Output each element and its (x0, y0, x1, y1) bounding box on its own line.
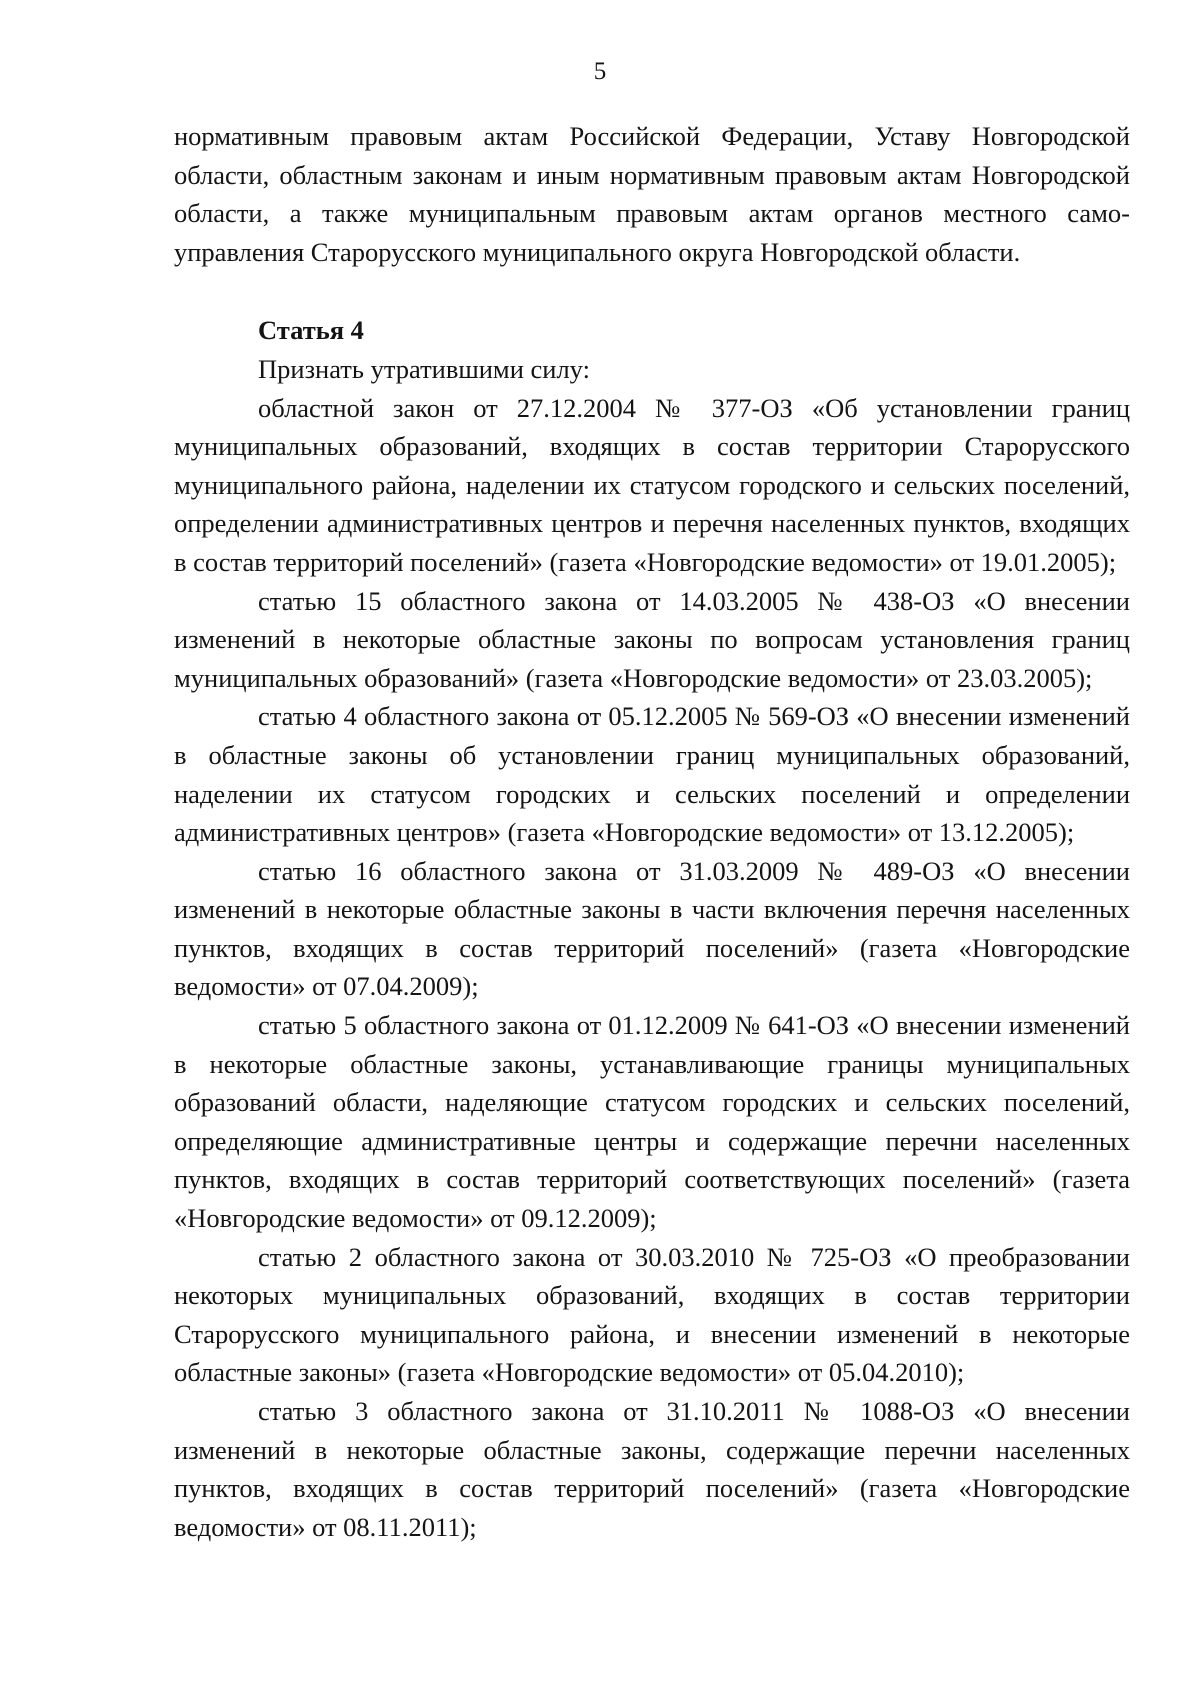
repealed-item: областной закон от 27.12.2004 № 377-ОЗ «Об установлении границ муниципальных образований, входящих в состав территории Старорусского муниципального района, наделении их статусом городского и сельских поселений, определении административных центров и перечня населенных пунктов, входящих в состав территорий поселений» (газета «Новгородские ведомости» от 19.01.2005); (174, 392, 1130, 577)
article-heading: Статья 4 (258, 315, 364, 346)
repealed-item: статью 4 областного закона от 05.12.2005 № 569-ОЗ «О внесении изменений в областные законы об установлении границ муниципальных образований, наделении их статусом городских и сельских поселений и определении административных центров» (газета «Новгородские ведомости» от 13.12.2005); (174, 701, 1130, 848)
page-number: 5 (593, 58, 607, 85)
intro-paragraph: нормативным правовым актам Российской Федерации, Уставу Новгородской области, областным законам и иным нормативным правовым актам Новгородской области, а также муниципальным правовым актам органов местного самоуправления Старорусского муниципального округа Новгородской области. (174, 121, 1130, 267)
document-body (174, 117, 1130, 1546)
repealed-item: статью 16 областного закона от 31.03.2009 № 489-ОЗ «О внесении изменений в некоторые областные законы в части включения перечня населенных пунктов, входящих в состав территорий поселений» (газета «Новгородские ведомости» от 07.04.2009); (174, 855, 1130, 1002)
repealed-item: статью 5 областного закона от 01.12.2009 № 641-ОЗ «О внесении изменений в некоторые областные законы, устанавливающие границы муниципальных образований области, наделяющие статусом городских и сельских поселений, определяющие административные центры и содержащие перечни населенных пунктов, входящих в состав территорий соответствующих поселений» (газета «Новгородские ведомости» от 09.12.2009); (174, 1010, 1130, 1234)
repealed-item: статью 15 областного закона от 14.03.2005 № 438-ОЗ «О внесении изменений в некоторые областные законы по вопросам установления границ муниципальных образований» (газета «Новгородские ведомости» от 23.03.2005); (174, 585, 1130, 693)
repealed-item: статью 2 областного закона от 30.03.2010 № 725-ОЗ «О преобразовании некоторых муниципальных образований, входящих в состав территории Старорусского муниципального района, и внесении изменений в некоторые областные законы» (газета «Новгородские ведомости» от 05.04.2010); (174, 1241, 1130, 1388)
repealed-item: статью 3 областного закона от 31.10.2011 № 1088-ОЗ «О внесении изменений в некоторые областные законы, содержащие перечни населенных пунктов, входящих в состав территорий поселений» (газета «Новгородские ведомости» от 08.11.2011); (174, 1396, 1130, 1542)
article-lead: Признать утратившими силу: (258, 353, 590, 384)
